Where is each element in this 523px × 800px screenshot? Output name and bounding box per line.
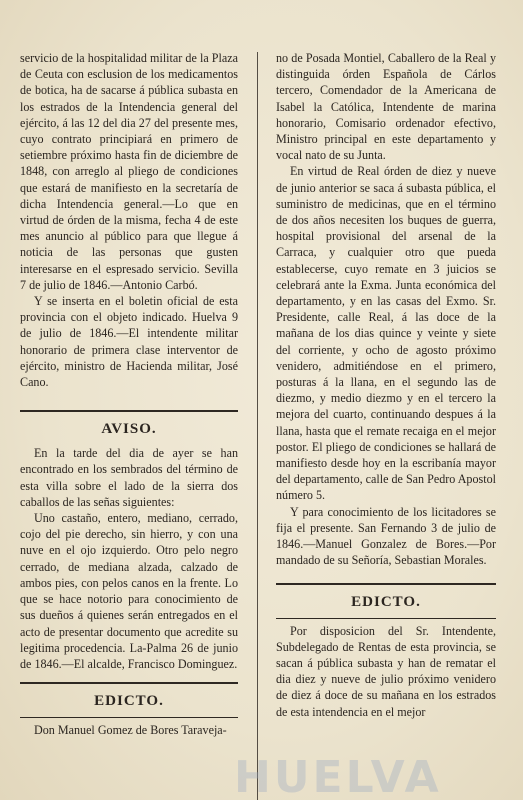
insertion-note-text: Y se inserta en el boletin oficial de esta provincia con el objeto indicado. Huelva 9 de julio de 1846.—El intendente militar honorario de primera clase interventor de ejército, ministro de Hacienda militar, José Cano. <box>20 294 238 390</box>
edicto-heading: EDICTO. <box>94 693 164 710</box>
right-column <box>276 50 496 720</box>
edicto-disposicion-text: Por disposicion del Sr. Intendente, Subdelegado de Rentas de esta provincia, se sacan á pública subasta y han de rematar el dia diez y nueve de julio próximo venidero de diez á doce de su mañana en los estrados de esta intendencia en el mejor <box>276 623 496 719</box>
subasta-notice-text: En virtud de Real órden de diez y nueve de junio anterior se saca á subasta pública, el suministro de medicinas, que en el término de dos años necesiten los buques de guerra, hospital provisional del arsenal de la Carraca, y cualquier otro que pueda establecerse, cuyo remate en 3 juicios se celebrará ante la Exma. Junta económica del departamento, y en las casas del Exmo. Sr. Presidente, calle Real, á las doce de la mañana de los dias quince y veinte y siete del corriente, y ocho de agosto próximo venidero, admitiéndose en el primero, posturas á la llana, en el segundo las de diezmo, y medio diezmo y en el tercero la mejora del cuarto, continuando despues á la llana, hasta que el remate recaiga en el mejor postor. El pliego de condiciones se hallará de manifiesto desde hoy en la escribanía mayor del departamento, calle de San Pedro Apostol número 5. <box>276 164 496 503</box>
aviso-description-text: Uno castaño, entero, mediano, cerrado, cojo del pie derecho, sin hierro, y con una nuve en el ojo izquierdo. Otro pelo negro cerrado, de mediana alzada, calzado de ambos pies, con pelos canos en la frente. Lo que se hace notorio para conocimiento de sus dueños á quienes serán entregados en el acto de presentar documento que acredite su legitima procedencia. La-Palma 26 de junio de 1846.—El alcalde, Francisco Dominguez. <box>20 511 238 671</box>
archive-watermark: HUELVA <box>234 752 442 800</box>
left-column <box>20 50 238 738</box>
edicto-intro-text: Don Manuel Gomez de Bores Taraveja- <box>34 723 227 738</box>
aviso-heading: AVISO. <box>101 421 157 438</box>
edicto-titles-text: no de Posada Montiel, Caballero de la Real y distinguida órden Española de Cárlos tercero, Comendador de la Americana de Isabel la Católica, Intendente de marina honorario, Comisario ordenador efectivo, Ministro principal en este departamento y vocal nato de su Junta. <box>276 51 496 163</box>
aviso-intro-text: En la tarde del dia de ayer se han encontrado en los sembrados del término de esta villa sobre el lado de la sierra dos caballos de las señas siguientes: <box>20 446 238 509</box>
licitadores-notice-text: Y para conocimiento de los licitadores se fija el presente. San Fernando 3 de julio de 1846.—Manuel Gonzalez de Bores.—Por mandado de su Señoría, Sebastian Morales. <box>276 504 496 568</box>
column-divider <box>257 52 258 800</box>
edicto-heading-right: EDICTO. <box>351 593 421 610</box>
notice-continuation-text: servicio de la hospitalidad militar de la Plaza de Ceuta con esclusion de los medicamentos de botica, ha de sacarse á pública subasta en los estrados de la Intendencia general del ejército, á las 12 del dia 27 del presente mes, cuyo contrato principiará en primero de setiembre próximo hasta fin de diciembre de 1848, con arreglo al pliego de condiciones que estará de manifiesto en la secretaría de dicha Intendencia general.—Lo que en virtud de órden de la misma, fecha 4 de este mes anuncio al público para que llegue á noticia de las personas que gusten interesarse en el espresado servicio. Sevilla 7 de julio de 1846.—Antonio Carbó. <box>20 51 238 292</box>
